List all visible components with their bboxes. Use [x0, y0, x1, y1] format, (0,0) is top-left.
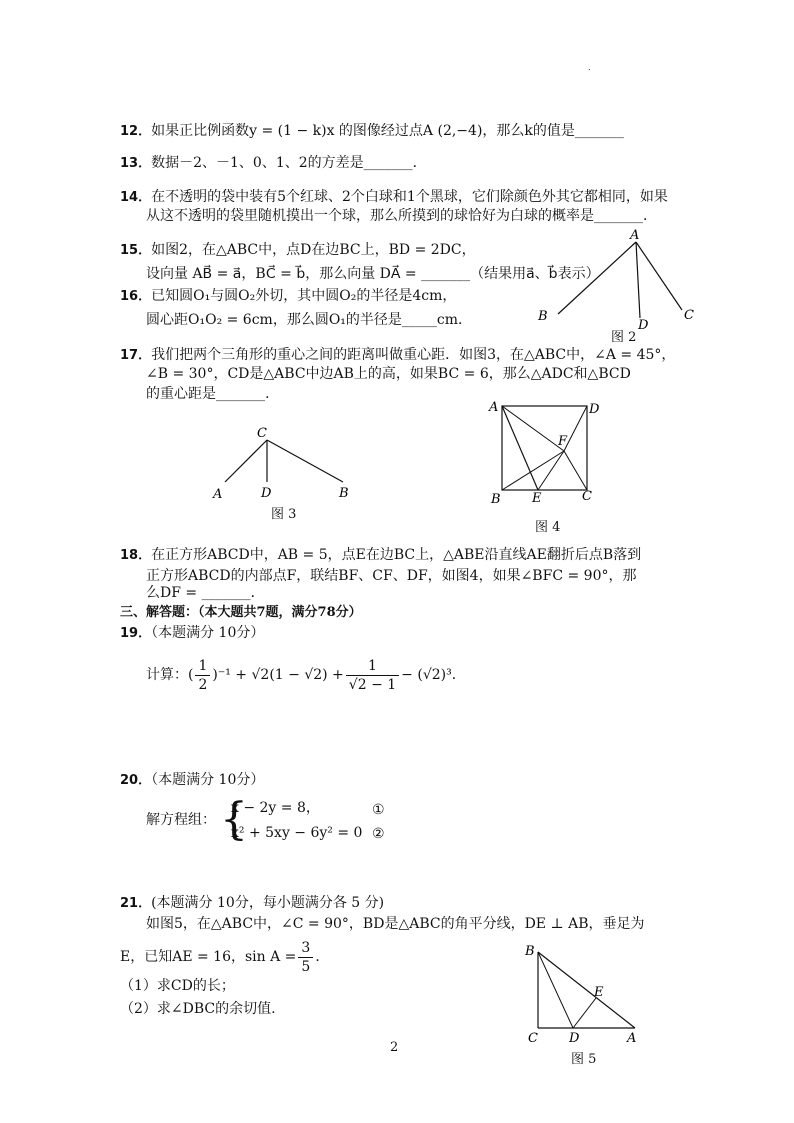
figure-2	[530, 226, 700, 342]
figure-2-caption: 图 2	[611, 330, 637, 345]
question-number: 13．	[120, 156, 152, 171]
point-label-c: C	[582, 489, 592, 504]
question-text-line1: 在不透明的袋中装有5个红球、2个白球和1个黑球，它们除颜色外其它都相同，如果	[151, 189, 668, 205]
question-score: （本题满分 10分）	[151, 772, 265, 788]
line2-end: ．	[315, 949, 330, 965]
question-text: 数据－2、－1、0、1、2的方差是_______．	[151, 155, 427, 171]
question-text-line1: 我们把两个三角形的重心之间的距离叫做重心距．如图3，在△ABC中，∠A = 45°，	[151, 347, 676, 363]
question-17-line2: ∠B = 30°，CD是△ABC中边AB上的高，如果BC = 6，那么△ADC和△BCD	[146, 366, 631, 382]
point-label-d: D	[261, 486, 272, 501]
question-14-line2: 从这不透明的袋里随机摸出一个球，那么所摸到的球恰好为白球的概率是_______．	[146, 208, 657, 224]
question-score: (本题满分 10分，每小题满分各 5 分)	[151, 895, 385, 911]
figure-3-caption: 图 3	[271, 507, 297, 522]
point-label-a: A	[213, 487, 223, 502]
subquestion-1: （1）求CD的长；	[120, 978, 235, 994]
question-21	[120, 893, 384, 914]
figure-4-caption: 图 4	[535, 520, 561, 535]
denominator: 2	[198, 676, 208, 693]
fraction-reciprocal	[346, 657, 399, 694]
point-label-a: A	[489, 400, 499, 415]
question-14	[120, 187, 668, 208]
page-number: 2	[390, 1040, 399, 1055]
question-15	[120, 240, 476, 261]
numerator: 1	[195, 657, 210, 676]
corner-mark: .	[588, 63, 591, 72]
equation-system-prefix: 解方程组：	[146, 812, 216, 828]
subquestion-2: （2）求∠DBC的余切值.	[120, 1001, 276, 1017]
question-16-line2: 圆心距O₁O₂ = 6cm，那么圆O₁的半径是_____cm．	[146, 312, 473, 328]
question-number: 18．	[120, 548, 152, 563]
system-brace: {	[220, 794, 248, 845]
question-number: 12．	[120, 124, 152, 139]
question-text-line1: 已知圆O₁与圆O₂外切，其中圆O₂的半径是4cm，	[151, 288, 457, 304]
point-label-d: D	[638, 318, 649, 333]
point-label-c: C	[528, 1031, 538, 1046]
question-20	[120, 770, 264, 791]
point-label-b: B	[525, 944, 535, 959]
question-number: 14．	[120, 190, 152, 205]
point-label-e: E	[532, 491, 542, 506]
denominator: 5	[301, 958, 311, 975]
question-number: 19．	[120, 626, 152, 641]
question-text: 如果正比例函数y = (1 − k)x 的图像经过点A (2,−4)，那么k的值是_______	[151, 123, 624, 139]
question-number: 16．	[120, 289, 152, 304]
denominator: √2 − 1	[348, 676, 397, 693]
fraction-sin	[298, 939, 313, 976]
question-score: （本题满分 10分）	[151, 625, 265, 641]
expr-suffix: − (√2)³．	[401, 667, 466, 683]
figure-5	[520, 940, 650, 1050]
point-label-b: B	[491, 492, 501, 507]
question-17	[120, 345, 675, 366]
expr-middle: )⁻¹ + √2(1 − √2) +	[212, 667, 344, 683]
question-15-line2: 设向量 AB⃗ = a⃗，BC⃗ = b⃗，那么向量 DA⃗ = _______（结果用a⃗、b⃗表示）	[146, 266, 600, 282]
question-13	[120, 153, 427, 174]
figure-5-caption: 图 5	[571, 1052, 597, 1067]
question-18-line3: 么DF = _______．	[146, 585, 265, 601]
question-text-line1: 在正方形ABCD中，AB = 5，点E在边BC上，△ABE沿直线AE翻折后点B落到	[151, 547, 642, 563]
line2-text: E，已知AE = 16，sin A =	[120, 949, 297, 965]
point-label-b: B	[339, 486, 349, 501]
equation-2: x² + 5xy − 6y² = 0	[231, 825, 363, 841]
numerator: 1	[346, 657, 399, 676]
question-16	[120, 286, 456, 307]
point-label-e: E	[594, 985, 604, 1000]
question-18	[120, 545, 641, 566]
question-number: 20．	[120, 773, 152, 788]
question-19	[120, 623, 264, 644]
equation-1: x − 2y = 8，	[231, 800, 320, 816]
point-label-d: D	[589, 402, 600, 417]
question-18-line2: 正方形ABCD的内部点F，联结BF、CF、DF，如图4，如果∠BFC = 90°，那	[146, 568, 637, 584]
question-number: 21．	[120, 896, 152, 911]
point-label-c: C	[684, 308, 694, 323]
question-12	[120, 121, 624, 142]
fraction-half	[195, 657, 210, 694]
point-label-a: A	[630, 228, 640, 243]
equation-1-mark: ①	[372, 802, 385, 818]
point-label-a: A	[627, 1031, 637, 1046]
equation-2-mark: ②	[372, 826, 385, 842]
point-label-b: B	[538, 309, 548, 324]
question-text-line1: 如图2，在△ABC中，点D在边BC上，BD = 2DC，	[151, 242, 476, 258]
figure-4	[484, 396, 606, 508]
point-label-c: C	[257, 426, 267, 441]
expr-prefix: 计算：(	[146, 667, 194, 683]
figure-3	[205, 420, 365, 505]
question-17-line3: 的重心距是_______.	[146, 386, 270, 402]
question-number: 15．	[120, 243, 152, 258]
numerator: 3	[298, 939, 313, 958]
point-label-d: D	[569, 1031, 580, 1046]
section-heading: 三、解答题：（本大题共7题，满分78分）	[120, 605, 362, 620]
question-19-expression	[146, 655, 466, 695]
question-21-line1: 如图5，在△ABC中，∠C = 90°，BD是△ABC的角平分线，DE ⊥ AB，垂足为	[146, 916, 645, 932]
question-21-line2	[120, 938, 329, 976]
question-number: 17．	[120, 348, 152, 363]
point-label-f: F	[558, 434, 568, 449]
